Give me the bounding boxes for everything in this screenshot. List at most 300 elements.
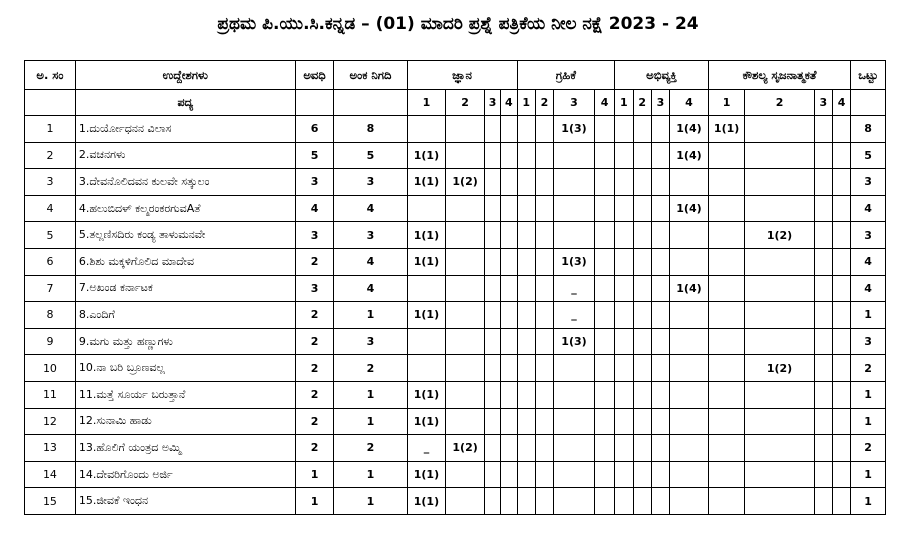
header-expression: ಅಭಿವ್ಯಕ್ತಿ: [615, 61, 709, 90]
row-cell: [615, 195, 633, 222]
row-cell: [832, 435, 850, 462]
row-marks: 3: [334, 328, 407, 355]
row-cell: [745, 408, 814, 435]
row-cell: [670, 381, 709, 408]
row-cell: [633, 408, 651, 435]
row-total: 2: [851, 355, 886, 382]
row-cell: [484, 328, 500, 355]
row-cell: [501, 275, 517, 302]
row-cell: [594, 381, 614, 408]
row-cell: 1(2): [446, 169, 485, 196]
row-cell: [535, 328, 553, 355]
table-row: [25, 169, 886, 196]
row-cell: [484, 142, 500, 169]
row-cell: 1(1): [407, 408, 446, 435]
row-sno: 6: [25, 248, 76, 275]
row-total: 1: [851, 461, 886, 488]
subheader-col: 4: [501, 90, 517, 116]
subheader-col: 1: [407, 90, 446, 116]
row-cell: [517, 435, 535, 462]
row-cell: [517, 248, 535, 275]
row-cell: [594, 116, 614, 143]
row-cell: [535, 302, 553, 329]
table-row: [25, 302, 886, 329]
row-cell: [814, 169, 832, 196]
row-cell: [745, 302, 814, 329]
row-cell: 1(4): [670, 195, 709, 222]
row-cell: [633, 488, 651, 515]
row-cell: [501, 381, 517, 408]
row-cell: [517, 355, 535, 382]
subheader-blank: [851, 90, 886, 116]
row-cell: [745, 116, 814, 143]
header-periods: ಅವಧಿ: [295, 61, 334, 90]
row-cell: [814, 195, 832, 222]
row-periods: 2: [295, 248, 334, 275]
row-cell: [633, 328, 651, 355]
row-periods: 4: [295, 195, 334, 222]
row-cell: [633, 222, 651, 249]
row-total: 3: [851, 169, 886, 196]
row-total: 1: [851, 408, 886, 435]
row-cell: [651, 408, 669, 435]
row-cell: [651, 222, 669, 249]
subheader-col: 3: [651, 90, 669, 116]
row-cell: [517, 328, 535, 355]
row-cell: [832, 461, 850, 488]
row-cell: [535, 195, 553, 222]
row-cell: [615, 248, 633, 275]
row-cell: [535, 222, 553, 249]
row-cell: [615, 461, 633, 488]
subheader-col: 2: [633, 90, 651, 116]
row-cell: [517, 275, 535, 302]
row-cell: [535, 408, 553, 435]
row-cell: [407, 195, 446, 222]
row-cell: [708, 222, 745, 249]
row-cell: [407, 116, 446, 143]
row-periods: 2: [295, 435, 334, 462]
row-total: 1: [851, 302, 886, 329]
row-cell: 1(4): [670, 142, 709, 169]
row-cell: 1(1): [407, 461, 446, 488]
row-marks: 4: [334, 248, 407, 275]
row-cell: [501, 302, 517, 329]
row-cell: [615, 222, 633, 249]
row-cell: [554, 142, 595, 169]
row-marks: 3: [334, 169, 407, 196]
row-cell: [446, 381, 485, 408]
row-cell: [446, 116, 485, 143]
row-cell: 1(4): [670, 275, 709, 302]
row-cell: 1(2): [446, 435, 485, 462]
row-cell: [446, 488, 485, 515]
row-cell: [535, 169, 553, 196]
row-cell: [745, 275, 814, 302]
row-cell: 1(1): [407, 381, 446, 408]
row-cell: [651, 169, 669, 196]
row-cell: [517, 488, 535, 515]
row-periods: 3: [295, 169, 334, 196]
row-cell: [446, 142, 485, 169]
row-cell: [670, 461, 709, 488]
row-cell: [615, 408, 633, 435]
blueprint-table: [24, 60, 886, 515]
subheader-blank: [295, 90, 334, 116]
subheader-col: 3: [484, 90, 500, 116]
row-cell: [517, 142, 535, 169]
row-cell: [594, 408, 614, 435]
row-cell: [535, 355, 553, 382]
row-marks: 1: [334, 461, 407, 488]
row-objective: 5.ತಲ್ಲಣಿಸದಿರು ಕಂಡ್ಯ ತಾಳುಮನವೇ: [75, 222, 295, 249]
row-cell: [615, 381, 633, 408]
row-objective: 7.ಅಖಂಡ ಕರ್ನಾಟಕ: [75, 275, 295, 302]
row-cell: [814, 142, 832, 169]
row-cell: _: [407, 435, 446, 462]
row-cell: [633, 248, 651, 275]
row-objective: 8.ಎಂದಿಗೆ: [75, 302, 295, 329]
row-objective: 4.ಹಲುಬಿದಳ್ ಕಲ್ಮರಂಕರಗುವAತೆ: [75, 195, 295, 222]
row-cell: [594, 355, 614, 382]
row-marks: 5: [334, 142, 407, 169]
row-cell: [484, 195, 500, 222]
row-cell: [708, 408, 745, 435]
row-total: 1: [851, 488, 886, 515]
row-cell: [501, 461, 517, 488]
row-sno: 11: [25, 381, 76, 408]
row-cell: [670, 328, 709, 355]
row-periods: 1: [295, 461, 334, 488]
row-cell: [832, 488, 850, 515]
row-cell: [633, 355, 651, 382]
row-cell: [633, 302, 651, 329]
row-cell: [651, 195, 669, 222]
row-cell: [832, 302, 850, 329]
row-cell: [633, 275, 651, 302]
row-cell: [501, 169, 517, 196]
row-cell: 1(3): [554, 328, 595, 355]
row-cell: [832, 381, 850, 408]
row-cell: [517, 408, 535, 435]
header-total: ಒಟ್ಟು: [851, 61, 886, 90]
row-cell: [832, 142, 850, 169]
row-cell: [615, 355, 633, 382]
row-periods: 2: [295, 381, 334, 408]
subheader-blank: [334, 90, 407, 116]
row-cell: [708, 248, 745, 275]
row-cell: [554, 435, 595, 462]
row-cell: 1(2): [745, 355, 814, 382]
row-sno: 1: [25, 116, 76, 143]
row-cell: [535, 435, 553, 462]
row-cell: [554, 169, 595, 196]
row-cell: [517, 381, 535, 408]
row-cell: [594, 461, 614, 488]
row-cell: [745, 195, 814, 222]
row-cell: [484, 116, 500, 143]
header-sno: ಅ. ಸಂ: [25, 61, 76, 90]
row-objective: 15.ಜೀವಕೆ ಇಂಧನ: [75, 488, 295, 515]
row-cell: [670, 435, 709, 462]
row-periods: 5: [295, 142, 334, 169]
row-cell: [484, 222, 500, 249]
row-cell: [832, 408, 850, 435]
row-cell: 1(1): [407, 248, 446, 275]
row-cell: [501, 488, 517, 515]
row-cell: [814, 435, 832, 462]
row-cell: [615, 435, 633, 462]
row-cell: [446, 302, 485, 329]
row-cell: [484, 408, 500, 435]
row-cell: [814, 248, 832, 275]
row-cell: [554, 381, 595, 408]
row-cell: [594, 302, 614, 329]
row-cell: [832, 222, 850, 249]
table-row: [25, 328, 886, 355]
row-cell: [554, 355, 595, 382]
row-cell: 1(1): [407, 169, 446, 196]
table-row: [25, 435, 886, 462]
row-objective: 9.ಮಗು ಮತ್ತು ಹಣ್ಣುಗಳು: [75, 328, 295, 355]
row-cell: [708, 461, 745, 488]
row-cell: [745, 461, 814, 488]
row-cell: [517, 195, 535, 222]
row-cell: 1(1): [708, 116, 745, 143]
row-cell: [651, 248, 669, 275]
row-cell: [708, 302, 745, 329]
row-cell: [535, 488, 553, 515]
row-marks: 4: [334, 195, 407, 222]
row-cell: [633, 195, 651, 222]
table-row: [25, 195, 886, 222]
row-cell: [633, 461, 651, 488]
table-row: [25, 461, 886, 488]
row-cell: [745, 381, 814, 408]
row-cell: [670, 169, 709, 196]
row-cell: [670, 355, 709, 382]
row-cell: [594, 142, 614, 169]
row-cell: [615, 116, 633, 143]
row-cell: [517, 302, 535, 329]
table-row: [25, 408, 886, 435]
row-total: 3: [851, 222, 886, 249]
row-cell: [535, 275, 553, 302]
row-cell: [501, 116, 517, 143]
row-total: 5: [851, 142, 886, 169]
header-marks: ಅಂಕ ನಿಗದಿ: [334, 61, 407, 90]
subheader-col: 3: [554, 90, 595, 116]
row-cell: [446, 355, 485, 382]
row-cell: [708, 355, 745, 382]
subheader-col: 1: [615, 90, 633, 116]
row-cell: [517, 461, 535, 488]
row-cell: [446, 408, 485, 435]
row-cell: [814, 355, 832, 382]
row-cell: [814, 488, 832, 515]
row-objective: 10.ನಾ ಬರಿ ಬ್ರೂಣವಲ್ಲ: [75, 355, 295, 382]
row-total: 3: [851, 328, 886, 355]
row-cell: [484, 381, 500, 408]
row-cell: [832, 355, 850, 382]
subheader-col: 3: [814, 90, 832, 116]
row-cell: [446, 248, 485, 275]
row-cell: [501, 355, 517, 382]
row-marks: 8: [334, 116, 407, 143]
table-row: [25, 381, 886, 408]
row-cell: [814, 328, 832, 355]
row-cell: [446, 195, 485, 222]
row-cell: [708, 195, 745, 222]
table-row: [25, 142, 886, 169]
row-sno: 10: [25, 355, 76, 382]
row-periods: 2: [295, 408, 334, 435]
row-periods: 1: [295, 488, 334, 515]
row-cell: [594, 169, 614, 196]
table-row: [25, 355, 886, 382]
row-cell: [517, 116, 535, 143]
row-cell: [651, 116, 669, 143]
row-cell: [407, 328, 446, 355]
row-objective: 14.ದೇವರಿಗೊಂದು ಅರ್ಜಿ: [75, 461, 295, 488]
table-row: [25, 488, 886, 515]
subheader-col: 2: [535, 90, 553, 116]
row-cell: [615, 488, 633, 515]
row-total: 4: [851, 248, 886, 275]
row-cell: [501, 248, 517, 275]
row-cell: [535, 461, 553, 488]
row-cell: [594, 195, 614, 222]
row-objective: 11.ಮತ್ತೆ ಸೂರ್ಯ ಬರುತ್ತಾನೆ: [75, 381, 295, 408]
row-total: 2: [851, 435, 886, 462]
row-sno: 13: [25, 435, 76, 462]
row-cell: [554, 222, 595, 249]
row-periods: 2: [295, 328, 334, 355]
row-cell: [814, 381, 832, 408]
header-row: [25, 61, 886, 90]
row-cell: 1(4): [670, 116, 709, 143]
row-cell: [501, 195, 517, 222]
row-cell: [745, 488, 814, 515]
row-cell: 1(1): [407, 142, 446, 169]
row-sno: 5: [25, 222, 76, 249]
row-cell: [594, 248, 614, 275]
row-cell: [633, 169, 651, 196]
row-cell: [535, 142, 553, 169]
row-periods: 2: [295, 355, 334, 382]
row-cell: [651, 461, 669, 488]
row-cell: [651, 381, 669, 408]
table-row: [25, 248, 886, 275]
row-cell: [615, 169, 633, 196]
row-cell: [814, 302, 832, 329]
row-cell: 1(1): [407, 222, 446, 249]
row-cell: [832, 116, 850, 143]
row-cell: [708, 142, 745, 169]
subheader-col: 2: [446, 90, 485, 116]
row-cell: [501, 435, 517, 462]
row-marks: 1: [334, 408, 407, 435]
row-objective: 1.ದುರ್ಯೋಧನನ ವಿಲಾಸ: [75, 116, 295, 143]
row-objective: 13.ಹೊಲಿಗೆ ಯಂತ್ರದ ಅಮ್ಮಿ: [75, 435, 295, 462]
row-periods: 3: [295, 222, 334, 249]
section-label: ಪದ್ಯ: [75, 90, 295, 116]
row-cell: _: [554, 275, 595, 302]
header-skill: ಕೌಶಲ್ಯ ಸೃಜನಾತ್ಮಕತೆ: [708, 61, 850, 90]
row-cell: [446, 275, 485, 302]
row-cell: [484, 435, 500, 462]
row-cell: [633, 435, 651, 462]
row-cell: [651, 355, 669, 382]
row-cell: [633, 381, 651, 408]
row-cell: [832, 169, 850, 196]
row-cell: [615, 328, 633, 355]
row-marks: 1: [334, 488, 407, 515]
row-cell: [535, 381, 553, 408]
row-cell: [633, 142, 651, 169]
row-cell: [814, 116, 832, 143]
row-cell: [745, 142, 814, 169]
row-cell: [814, 222, 832, 249]
row-sno: 4: [25, 195, 76, 222]
row-cell: [554, 195, 595, 222]
row-sno: 14: [25, 461, 76, 488]
table-row: [25, 116, 886, 143]
row-cell: 1(2): [745, 222, 814, 249]
row-objective: 2.ವಚನಗಳು: [75, 142, 295, 169]
row-cell: [832, 275, 850, 302]
subheader-row: [25, 90, 886, 116]
header-objectives: ಉದ್ದೇಶಗಳು: [75, 61, 295, 90]
row-cell: [832, 328, 850, 355]
row-objective: 6.ಶಿಶು ಮಕ್ಕಳಿಗೊಲಿದ ಮಾದೇವ: [75, 248, 295, 275]
row-cell: [745, 435, 814, 462]
row-cell: [484, 302, 500, 329]
row-cell: [745, 248, 814, 275]
row-cell: [615, 142, 633, 169]
header-understanding: ಗ್ರಹಿಕೆ: [517, 61, 615, 90]
row-cell: [535, 116, 553, 143]
row-sno: 7: [25, 275, 76, 302]
row-cell: [708, 488, 745, 515]
row-cell: [814, 275, 832, 302]
row-cell: [554, 461, 595, 488]
row-cell: 1(1): [407, 302, 446, 329]
row-marks: 2: [334, 435, 407, 462]
row-sno: 9: [25, 328, 76, 355]
row-cell: [407, 355, 446, 382]
row-cell: [708, 169, 745, 196]
row-cell: [484, 488, 500, 515]
row-cell: [651, 488, 669, 515]
row-cell: [554, 408, 595, 435]
row-cell: [501, 142, 517, 169]
row-cell: [484, 248, 500, 275]
row-sno: 2: [25, 142, 76, 169]
row-cell: [708, 381, 745, 408]
row-cell: [594, 435, 614, 462]
row-cell: [708, 435, 745, 462]
row-cell: [708, 275, 745, 302]
subheader-col: 4: [832, 90, 850, 116]
row-total: 8: [851, 116, 886, 143]
row-cell: [651, 302, 669, 329]
row-cell: [446, 222, 485, 249]
subheader-col: 4: [670, 90, 709, 116]
subheader-col: 4: [594, 90, 614, 116]
row-cell: [484, 461, 500, 488]
row-cell: [484, 355, 500, 382]
